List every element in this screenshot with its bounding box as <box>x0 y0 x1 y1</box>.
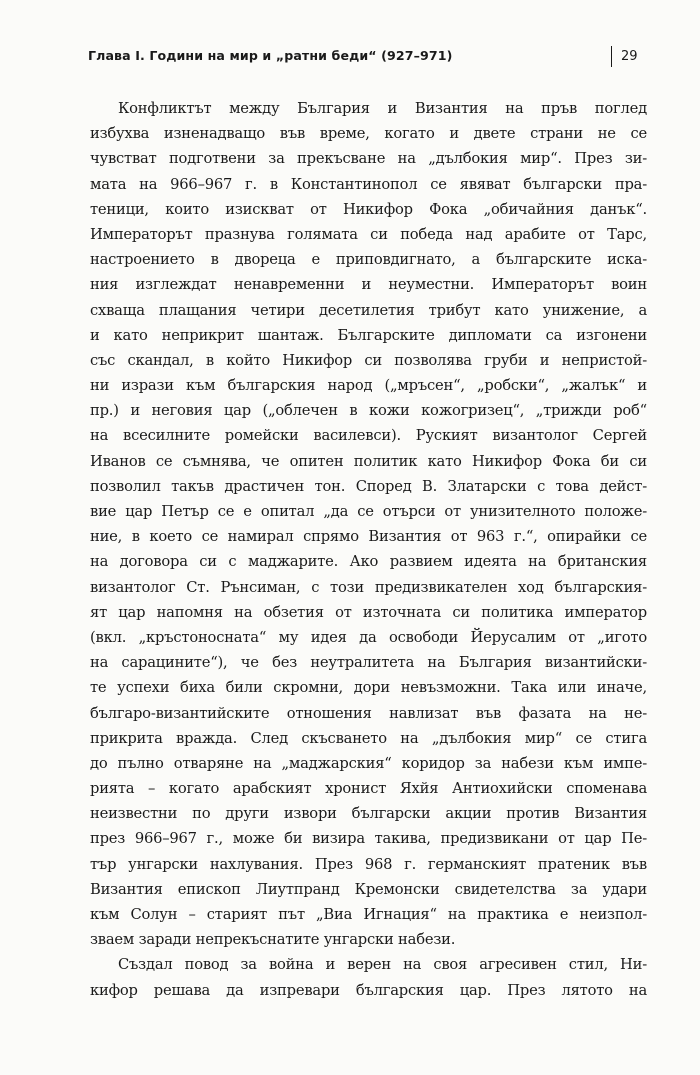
text-line: чувстват подготвени за прекъсване на „дълбокия мир“. През зи- <box>90 150 647 168</box>
header-divider <box>611 46 612 67</box>
page-number: 29 <box>621 49 638 64</box>
text-line: до пълно отваряне на „маджарския“ коридор за набези към импе- <box>90 754 647 772</box>
text-line: теници, които изискват от Никифор Фока „обичайния данък“. <box>90 200 647 218</box>
text-line: тър унгарски нахлувания. През 968 г. германският пратеник във <box>90 855 647 873</box>
text-line: ни изрази към българския народ („мръсен“, „робски“, „жалък“ и <box>90 377 647 395</box>
text-line: неизвестни по други извори български акции против Византия <box>90 805 647 823</box>
text-line: прикрита вражда. След скъсването на „дълбокия мир“ се стига <box>90 729 647 747</box>
text-line: към Солун – старият път „Виа Игнация“ на практика е неизпол- <box>90 906 647 923</box>
text-line: вие цар Петър се е опитал „да се отърси от унизителното положе- <box>90 503 647 520</box>
text-line: българо-византийските отношения навлизат във фазата на не- <box>90 704 647 722</box>
text-line: зваем заради непрекъснатите унгарски набези. <box>90 931 456 949</box>
text-line: мата на 966–967 г. в Константинопол се явяват български пра- <box>90 175 647 193</box>
text-line: позволил такъв драстичен тон. Според В. Златарски с това дейст- <box>90 477 647 495</box>
text-line: византолог Ст. Рънсиман, с този предизвикателен ход българския- <box>90 578 647 596</box>
text-line: настроението в двореца е приповдигнато, а българските иска- <box>90 251 647 269</box>
text-line: рията – когато арабският хронист Яхйя Антиохийски споменава <box>90 780 647 798</box>
chapter-title: Глава I. Години на мир и „ратни беди“ (927–971) <box>88 48 453 63</box>
text-line: Конфликтът между България и Византия на пръв поглед <box>118 100 647 117</box>
text-line: на сарацините“), че без неутралитета на България византийски- <box>90 654 647 672</box>
text-line: ния изглеждат ненавременни и неуместни. Императорът воин <box>90 276 647 294</box>
text-line: Императорът празнува голямата си победа над арабите от Тарс, <box>90 225 647 243</box>
text-line: със скандал, в който Никифор си позволява груби и непристой- <box>90 351 647 369</box>
text-line: ят цар напомня на обзетия от източната си политика император <box>90 603 647 621</box>
body-text <box>90 96 647 1003</box>
text-line: Създал повод за война и верен на своя агресивен стил, Ни- <box>118 956 647 974</box>
text-line: през 966–967 г., може би визира такива, предизвикани от цар Пе- <box>90 830 647 848</box>
text-line: избухва изненадващо във време, когато и двете страни не се <box>90 125 647 143</box>
text-line: ние, в което се намирал спрямо Византия от 963 г.“, опирайки се <box>90 528 647 546</box>
text-line: на всесилните ромейски василевси). Руският византолог Сергей <box>90 427 647 445</box>
text-line: схваща плащания четири десетилетия трибут като унижение, а <box>90 301 647 319</box>
text-line: Иванов се съмнява, че опитен политик като Никифор Фока би си <box>90 452 647 470</box>
text-line: те успехи биха били скромни, дори невъзможни. Така или иначе, <box>90 679 647 697</box>
text-line: Византия епископ Лиутпранд Кремонски свидетелства за удари <box>90 880 647 898</box>
text-line: пр.) и неговия цар („облечен в кожи кожогризец“, „трижди роб“ <box>90 402 647 420</box>
text-line: и като неприкрит шантаж. Българските дипломати са изгонени <box>90 326 647 344</box>
text-line: на договора си с маджарите. Ако развием идеята на британския <box>90 553 647 571</box>
text-line: (вкл. „кръстоносната“ му идея да освободи Йерусалим от „игото <box>90 628 647 646</box>
running-head <box>88 46 648 70</box>
text-line: кифор решава да изпревари българския цар. През лятото на <box>90 981 647 999</box>
